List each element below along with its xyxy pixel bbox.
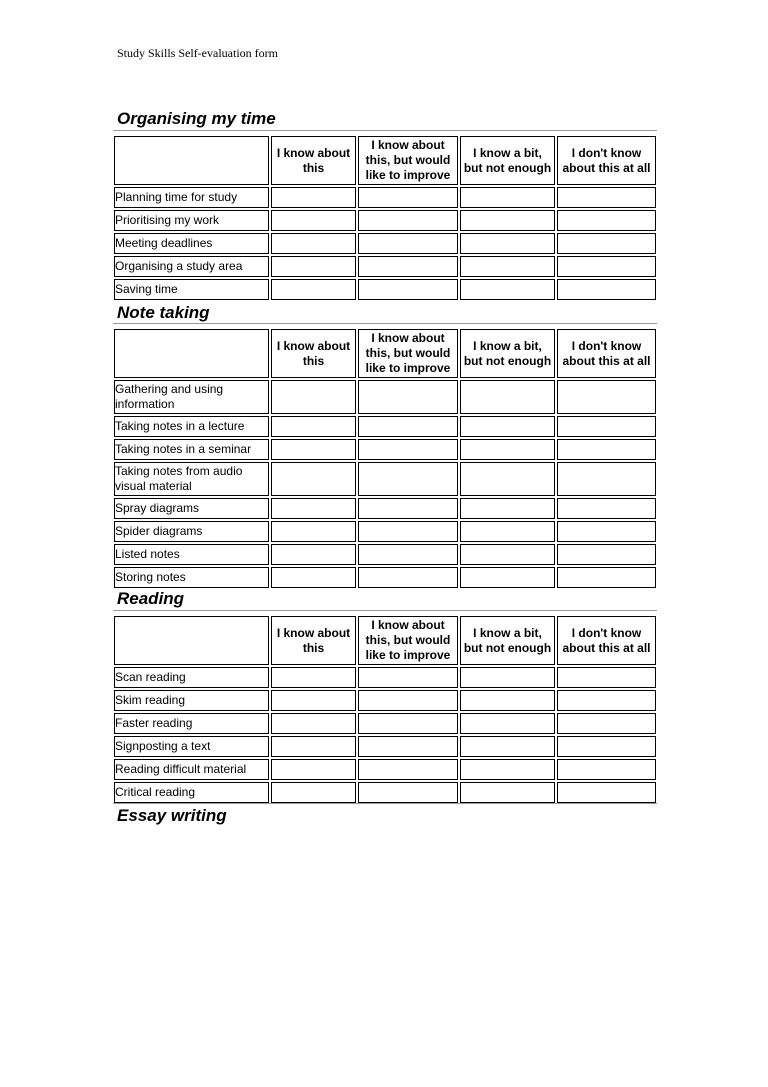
- rating-cell[interactable]: [557, 187, 656, 208]
- rating-cell[interactable]: [460, 521, 555, 542]
- table-row: [114, 279, 656, 300]
- rating-cell[interactable]: [271, 187, 356, 208]
- rating-cell[interactable]: [271, 380, 356, 414]
- rating-cell[interactable]: [358, 462, 458, 496]
- evaluation-table-reading: [112, 614, 658, 805]
- rating-cell[interactable]: [557, 462, 656, 496]
- rating-cell[interactable]: [271, 667, 356, 688]
- column-header-would-like-to-improve: I know about this, but would like to improve: [358, 616, 458, 665]
- row-label: Taking notes in a lecture: [114, 416, 269, 437]
- row-label: Skim reading: [114, 690, 269, 711]
- table-row: [114, 210, 656, 231]
- rating-cell[interactable]: [358, 439, 458, 460]
- table-row: [114, 567, 656, 588]
- table-row: [114, 759, 656, 780]
- table-row: [114, 713, 656, 734]
- section-divider: [113, 323, 657, 324]
- rating-cell[interactable]: [271, 759, 356, 780]
- rating-cell[interactable]: [557, 380, 656, 414]
- rating-cell[interactable]: [460, 256, 555, 277]
- rating-cell[interactable]: [557, 667, 656, 688]
- column-header-dont-know: I don't know about this at all: [557, 136, 656, 185]
- rating-cell[interactable]: [271, 256, 356, 277]
- column-header-would-like-to-improve: I know about this, but would like to improve: [358, 329, 458, 378]
- column-header-would-like-to-improve: I know about this, but would like to improve: [358, 136, 458, 185]
- header-blank-cell: [114, 136, 269, 185]
- table-row: [114, 667, 656, 688]
- row-label: Prioritising my work: [114, 210, 269, 231]
- section-title-organising-my-time: Organising my time: [117, 109, 276, 128]
- rating-cell[interactable]: [271, 498, 356, 519]
- table-row: [114, 187, 656, 208]
- header-blank-cell: [114, 329, 269, 378]
- rating-cell[interactable]: [557, 759, 656, 780]
- rating-cell[interactable]: [557, 567, 656, 588]
- column-header-know-a-bit: I know a bit, but not enough: [460, 136, 555, 185]
- row-label: Taking notes from audio visual material: [114, 462, 269, 496]
- rating-cell[interactable]: [460, 544, 555, 565]
- table-row: [114, 439, 656, 460]
- table-row: [114, 233, 656, 254]
- rating-cell[interactable]: [557, 439, 656, 460]
- section-title-reading: Reading: [117, 589, 185, 608]
- rating-cell[interactable]: [460, 782, 555, 803]
- table-row: [114, 544, 656, 565]
- rating-cell[interactable]: [460, 498, 555, 519]
- section-divider: [113, 130, 657, 131]
- page-header: Study Skills Self-evaluation form: [117, 46, 278, 60]
- rating-cell[interactable]: [271, 233, 356, 254]
- section-divider: [113, 803, 657, 804]
- row-label: Signposting a text: [114, 736, 269, 757]
- header-blank-cell: [114, 616, 269, 665]
- row-label: Saving time: [114, 279, 269, 300]
- row-label: Spray diagrams: [114, 498, 269, 519]
- table-row: [114, 462, 656, 496]
- rating-cell[interactable]: [557, 416, 656, 437]
- rating-cell[interactable]: [358, 713, 458, 734]
- rating-cell[interactable]: [271, 567, 356, 588]
- rating-cell[interactable]: [358, 416, 458, 437]
- rating-cell[interactable]: [358, 256, 458, 277]
- rating-cell[interactable]: [460, 187, 555, 208]
- row-label: Taking notes in a seminar: [114, 439, 269, 460]
- section-title-note-taking: Note taking: [117, 303, 210, 322]
- row-label: Gathering and using information: [114, 380, 269, 414]
- rating-cell[interactable]: [460, 567, 555, 588]
- table-row: [114, 690, 656, 711]
- rating-cell[interactable]: [460, 759, 555, 780]
- rating-cell[interactable]: [358, 759, 458, 780]
- column-header-dont-know: I don't know about this at all: [557, 616, 656, 665]
- rating-cell[interactable]: [358, 279, 458, 300]
- table-row: [114, 736, 656, 757]
- row-label: Planning time for study: [114, 187, 269, 208]
- evaluation-table-organising-my-time: [112, 134, 658, 302]
- row-label: Meeting deadlines: [114, 233, 269, 254]
- row-label: Organising a study area: [114, 256, 269, 277]
- rating-cell[interactable]: [557, 713, 656, 734]
- rating-cell[interactable]: [271, 736, 356, 757]
- rating-cell[interactable]: [557, 233, 656, 254]
- column-header-know-about: I know about this: [271, 616, 356, 665]
- rating-cell[interactable]: [271, 279, 356, 300]
- rating-cell[interactable]: [557, 736, 656, 757]
- table-header-row: [114, 136, 656, 185]
- rating-cell[interactable]: [460, 233, 555, 254]
- rating-cell[interactable]: [460, 279, 555, 300]
- rating-cell[interactable]: [557, 521, 656, 542]
- evaluation-table-note-taking: [112, 327, 658, 590]
- rating-cell[interactable]: [557, 782, 656, 803]
- rating-cell[interactable]: [271, 521, 356, 542]
- rating-cell[interactable]: [271, 782, 356, 803]
- table-row: [114, 256, 656, 277]
- rating-cell[interactable]: [271, 210, 356, 231]
- rating-cell[interactable]: [557, 498, 656, 519]
- row-label: Spider diagrams: [114, 521, 269, 542]
- table-row: [114, 782, 656, 803]
- rating-cell[interactable]: [271, 544, 356, 565]
- rating-cell[interactable]: [460, 713, 555, 734]
- table-header-row: [114, 329, 656, 378]
- row-label: Critical reading: [114, 782, 269, 803]
- row-label: Storing notes: [114, 567, 269, 588]
- rating-cell[interactable]: [271, 713, 356, 734]
- rating-cell[interactable]: [358, 544, 458, 565]
- rating-cell[interactable]: [557, 256, 656, 277]
- rating-cell[interactable]: [358, 210, 458, 231]
- row-label: Reading difficult material: [114, 759, 269, 780]
- table-row: [114, 416, 656, 437]
- section-title-essay-writing: Essay writing: [117, 806, 227, 825]
- row-label: Listed notes: [114, 544, 269, 565]
- rating-cell[interactable]: [557, 210, 656, 231]
- table-row: [114, 498, 656, 519]
- rating-cell[interactable]: [271, 439, 356, 460]
- rating-cell[interactable]: [358, 187, 458, 208]
- rating-cell[interactable]: [460, 736, 555, 757]
- rating-cell[interactable]: [271, 416, 356, 437]
- rating-cell[interactable]: [358, 498, 458, 519]
- rating-cell[interactable]: [271, 462, 356, 496]
- rating-cell[interactable]: [460, 210, 555, 231]
- column-header-know-a-bit: I know a bit, but not enough: [460, 329, 555, 378]
- rating-cell[interactable]: [358, 736, 458, 757]
- column-header-know-about: I know about this: [271, 136, 356, 185]
- table-row: [114, 521, 656, 542]
- table-row: [114, 380, 656, 414]
- rating-cell[interactable]: [358, 782, 458, 803]
- rating-cell[interactable]: [460, 439, 555, 460]
- row-label: Faster reading: [114, 713, 269, 734]
- rating-cell[interactable]: [358, 567, 458, 588]
- table-header-row: [114, 616, 656, 665]
- rating-cell[interactable]: [460, 380, 555, 414]
- rating-cell[interactable]: [557, 279, 656, 300]
- rating-cell[interactable]: [557, 544, 656, 565]
- row-label: Scan reading: [114, 667, 269, 688]
- rating-cell[interactable]: [460, 416, 555, 437]
- column-header-know-a-bit: I know a bit, but not enough: [460, 616, 555, 665]
- rating-cell[interactable]: [358, 380, 458, 414]
- rating-cell[interactable]: [271, 690, 356, 711]
- rating-cell[interactable]: [358, 690, 458, 711]
- rating-cell[interactable]: [358, 667, 458, 688]
- rating-cell[interactable]: [460, 462, 555, 496]
- column-header-dont-know: I don't know about this at all: [557, 329, 656, 378]
- rating-cell[interactable]: [460, 667, 555, 688]
- section-divider: [113, 610, 657, 611]
- rating-cell[interactable]: [557, 690, 656, 711]
- rating-cell[interactable]: [358, 233, 458, 254]
- column-header-know-about: I know about this: [271, 329, 356, 378]
- rating-cell[interactable]: [358, 521, 458, 542]
- rating-cell[interactable]: [460, 690, 555, 711]
